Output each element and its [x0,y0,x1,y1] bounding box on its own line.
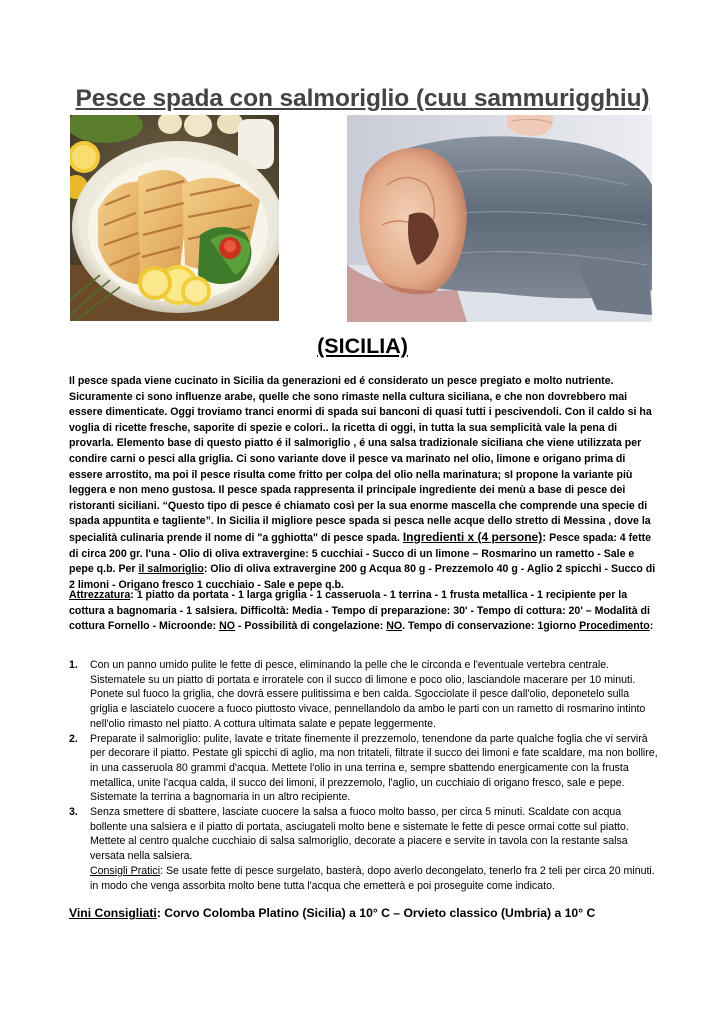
procedure-list [69,658,659,893]
ingredients-text: Pesce spada: 4 fette di circa 200 gr. l'una - Olio di oliva extravergine: 5 cucchiai - Succo di un limone – Rosmarino un rametto - Sale e pepe q.b. Per [69,531,652,576]
procedure-step-1 [69,658,659,732]
intro-paragraph [69,374,659,593]
equipment-text-2: - Possibilità di congelazione: [234,620,387,633]
microwave-value: NO [219,620,235,633]
practical-tips [90,864,659,893]
procedure-heading: Procedimento [579,620,650,633]
step-number: 1. [69,659,78,671]
dish-photo [70,115,279,321]
equipment-paragraph [69,588,659,635]
tips-text: : Se usate fette di pesce surgelato, basterà, dopo averlo decongelato, tenerlo fra 2 teli per circa 20 minuti. in modo che venga assorbita molto bene tutta l'acqua che emetterà e poi proseguite come indicato. [90,864,655,892]
procedure-step-3 [69,805,659,893]
equipment-text-3: . Tempo di conservazione: 1giorno [402,620,580,633]
wines-text: : Corvo Colomba Platino (Sicilia) a 10° C – Orvieto classico (Umbria) a 10° C [156,906,596,920]
ingredients-heading-colon: : [542,529,547,544]
page-title: Pesce spada con salmoriglio (cuu sammurigghiu) [75,85,650,112]
salmoriglio-label: il salmoriglio [138,563,204,576]
wines-label: Vini Consigliati [69,906,157,920]
ingredients-heading: Ingredienti x (4 persone) [402,529,543,544]
intro-text: Il pesce spada viene cucinato in Sicilia da generazioni ed é considerato un pesce pregiato e molto nutriente. Sicuramente ci sono influenze arabe, quelle che sono rimaste nella cultura siciliana, e che non dovrebbero mai essere dimenticate. Oggi troviamo tranci enormi di spada sui banconi di quasi tutti i pescivendoli. Con il caldo si ha voglia di ricette fresche, saporite di spezie e colori.. la ricetta di oggi, in tutta la sua semplicità vale la pena di provarla. Elemento base di questo piatto é il salmoriglio , é una salsa tradizionale siciliana che viene utilizzata per condire carni o pesci alla griglia. Ci sono variante dove il pesce va marinato nel olio, limone e origano prima di essere arrostito, ma poi il pesce risulta come fritto per colpa del olio nella marinatura; sI propone la variante più leggera e non meno gustosa. Il pesce spada rappresenta il principale ingrediente dei menù a base di pesce dei ristoranti siciliani. “Questo tipo di pesce é chiamato così per la sua enorme mascella che comprende una specie di spada appuntita e tagliente”. In Sicilia il migliore pesce spada si pesca nelle acque dello stretto di Messina , dove la specialità culinaria prende il nome di "a gghiotta" di pesce spada. [69,375,652,544]
step-text: Senza smettere di sbattere, lasciate cuocere la salsa a fuoco molto basso, per circa 5 minuti. Scaldate con acqua bollente una salsiera e il piatto di portata, asciugateli molto bene e sistemate le fette di pesce ormai cotte sul piatto. Mettete al centro qualche cucchiaio di salsa salmoriglio, decorate a piacere e servite in tavola con la restante salsa versata nella salsiera. [90,806,629,863]
step-text: Con un panno umido pulite le fette di pesce, eliminando la pelle che le circonda e l'eventuale vertebra centrale. Sistematele su un piatto di portata e irroratele con il succo di limone e poco olio, lasciandole macerare per 10 minuti. Ponete sul fuoco la griglia, che dovrà essere pulitissima e ben calda. Sgocciolate il pesce dall'olio, deponetelo sulla griglia e lasciatelo cuocere a fuoco piuttosto vivace, pennellandolo da ambo le parti con un rametto di rosmarino intinto nell'olio rimasto nel piatto. A cottura ultimata salate e pepate leggermente. [90,659,646,730]
salmoriglio-text: : Olio di oliva extravergine 200 g Acqua 80 g - Prezzemolo 40 g - Aglio 2 spicchi - Succo di 2 limoni - Origano fresco 1 cucchiaio - Sale e pepe q.b. [69,563,656,591]
freezing-value: NO [386,620,403,633]
equipment-text: : 1 piatto da portata - 1 larga griglia - 1 casseruola - 1 terrina - 1 frusta metallica - 1 recipiente per la cottura a bagnomaria - 1 salsiera. Difficoltà: Media - Tempo di preparazione: 30' - Tempo di cottura: 20' – Modalità di cottura Fornello - Microonde: [69,589,650,633]
step-text: Preparate il salmoriglio: pulite, lavate e tritate finemente il prezzemolo, tenendone da parte qualche foglia che vi servirà per decorare il piatto. Pestate gli spicchi di aglio, ma non tritateli, filtrate il succo dei limoni e fate scaldare, ma non bollire, in una casseruola 80 grammi d'acqua. Mettete l'olio in una terrina e, sempre sbattendo energicamente con la frusta metallica, unite l'acqua calda, il succo dei limoni, il prezzemolo, l'aglio, un cucchiaio di origano fresco, sale e pepe. Sistemate la terrina a bagnomaria in un altro recipiente. [90,732,658,804]
step-number: 3. [69,806,78,819]
step-number: 2. [69,732,78,745]
tips-label: Consigli Pratici [90,864,161,877]
wine-pairing [69,906,669,920]
swordfish-photo [347,115,652,322]
equipment-label: Attrezzatura [69,589,131,601]
procedure-heading-colon: : [649,620,654,633]
region-heading: (SICILIA) [317,334,408,358]
procedure-step-2 [69,732,659,806]
